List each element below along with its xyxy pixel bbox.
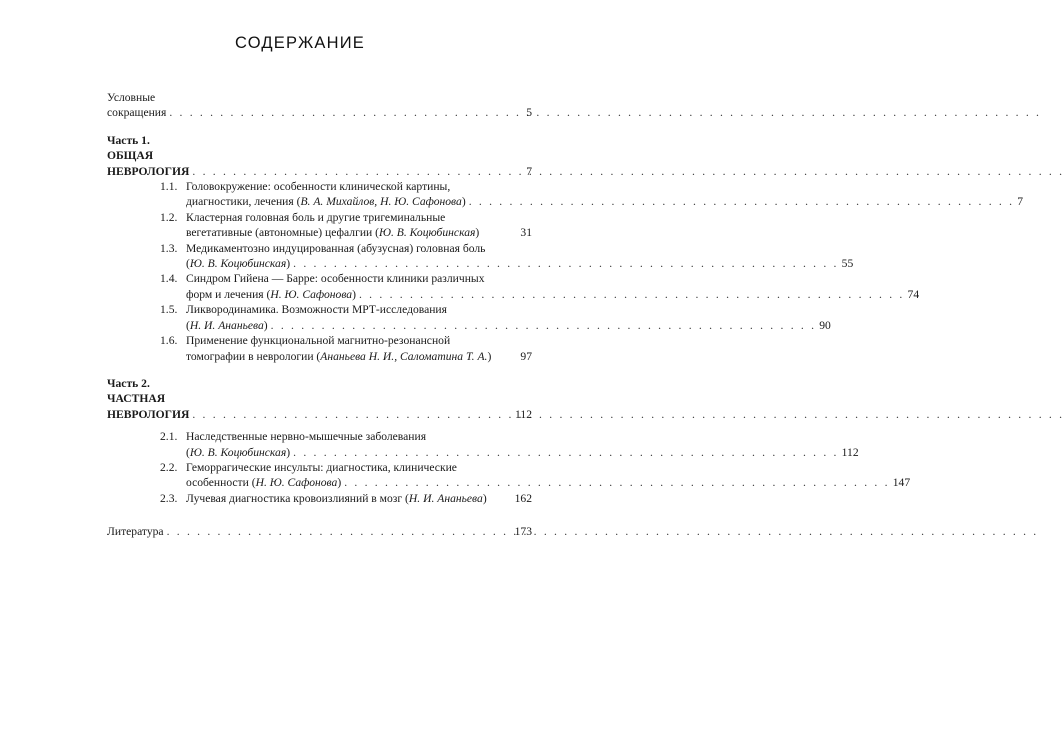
toc-page-number: 147 (892, 476, 911, 490)
toc-entry-number: 1.4. (160, 272, 178, 286)
dot-leader (469, 194, 1015, 209)
toc-entry-number: 1.5. (160, 303, 178, 317)
page-title: СОДЕРЖАНИЕ (234, 34, 366, 52)
toc-entry-author: Н. Ю. Сафонова (255, 476, 338, 490)
dot-leader (344, 475, 890, 490)
table-of-contents (107, 90, 1024, 540)
toc-entry-2-1[interactable]: 2.1. Наследственные нервно-мышечные заболевания (Ю. В. Коцюбинская) . . . 112 (160, 429, 532, 460)
toc-entry-title: Синдром Гийена — Барре: особенности клиники различных (186, 272, 485, 286)
toc-page-number: 97 (520, 349, 532, 363)
toc-page-number: 112 (841, 445, 859, 459)
toc-entry-1-3[interactable]: 1.3. Медикаментозно индуцированная (абузусная) головная боль (Ю. В. Коцюбинская) . . . 55 (160, 241, 532, 272)
toc-entry-author: Ананьева Н. И., Саломатина Т. А. (320, 349, 488, 363)
toc-entry-literature[interactable] (107, 524, 532, 539)
toc-entry-author: Н. Ю. Сафонова (270, 287, 353, 301)
toc-entry-1-2[interactable]: 1.2. Кластерная головная боль и другие тригеминальные вегетативные (автономные) цефалгии (Ю. В. Коцюбинская) 31 (160, 210, 532, 240)
toc-part-label: Часть 1. ОБЩАЯ НЕВРОЛОГИЯ (107, 133, 190, 178)
toc-entry-title-cont: ( (186, 257, 190, 271)
toc-entry-author: Ю. В. Коцюбинская (189, 257, 287, 271)
toc-entry-abbreviations[interactable] (107, 90, 532, 121)
toc-entry-title-cont: диагностики, лечения ( (186, 195, 301, 209)
toc-page-number: 162 (514, 491, 532, 505)
toc-entry-number: 1.1. (160, 180, 178, 194)
toc-entry-1-5[interactable]: 1.5. Ликвородинамика. Возможности МРТ-исследования (Н. И. Ананьева) . . . 90 (160, 302, 532, 333)
toc-entry-title: Наследственные нервно-мышечные заболевания (186, 430, 427, 444)
toc-page-number: 31 (520, 226, 532, 240)
toc-page-number: 90 (819, 318, 831, 332)
toc-entry-title-cont: томографии в неврологии ( (186, 349, 321, 363)
toc-page-number: 7 (1017, 195, 1024, 209)
toc-entry-2-3[interactable]: 2.3. Лучевая диагностика кровоизлияний в мозг (Н. И. Ананьева) 162 (160, 491, 532, 505)
toc-entry-2-2[interactable]: 2.2. Геморрагические инсульты: диагностика, клинические особенности (Н. Ю. Сафонова) . . . 147 (160, 460, 532, 491)
toc-entry-title-cont: вегетативные (автономные) цефалгии ( (186, 226, 380, 240)
toc-entry-title: Кластерная головная боль и другие тригеминальные (186, 210, 446, 224)
toc-page-number: 5 (526, 106, 532, 120)
toc-entry-number: 1.6. (160, 334, 178, 348)
toc-page-number: 173 (514, 525, 532, 539)
toc-entry-title: Лучевая диагностика кровоизлияний в мозг ( (186, 491, 409, 505)
toc-entry-number: 1.3. (160, 241, 178, 255)
toc-part-label: Часть 2. ЧАСТНАЯ НЕВРОЛОГИЯ (107, 376, 190, 421)
toc-entry-title: Ликвородинамика. Возможности МРТ-исследования (186, 303, 447, 317)
toc-entry-1-6[interactable]: 1.6. Применение функциональной магнитно-резонансной томографии в неврологии (Ананьева Н. И., Саломатина Т. А.) 97 (160, 334, 532, 363)
dot-leader (167, 524, 512, 539)
toc-entry-1-4[interactable]: 1.4. Синдром Гийена — Барре: особенности клиники различных форм и лечения (Н. Ю. Сафонова) . . . 74 (160, 271, 532, 302)
toc-part-2[interactable] (107, 376, 532, 422)
dot-leader (169, 105, 515, 120)
toc-entry-title-cont: ( (186, 445, 190, 459)
toc-entry-author: В. А. Михайлов, Н. Ю. Сафонова (300, 195, 462, 209)
toc-page-number: 74 (907, 287, 920, 301)
toc-page-number: 7 (526, 164, 532, 178)
toc-entry-author: Ю. В. Коцюбинская (379, 226, 476, 240)
dot-leader (359, 287, 905, 302)
dot-leader (293, 445, 839, 460)
toc-entry-label: Литература (107, 525, 164, 539)
toc-page-number: 112 (515, 407, 532, 421)
toc-entry-author: Н. И. Ананьева (408, 491, 483, 505)
toc-entry-author: Ю. В. Коцюбинская (189, 445, 287, 459)
toc-entry-title: Медикаментозно индуцированная (абузусная) головная боль (186, 241, 486, 255)
dot-leader (293, 256, 839, 271)
toc-entry-title-cont: ( (186, 318, 190, 332)
dot-leader (271, 318, 817, 333)
toc-part-1[interactable] (107, 133, 532, 179)
toc-entry-title: Применение функциональной магнитно-резонансной (186, 334, 451, 348)
toc-entry-number: 2.1. (160, 430, 178, 444)
toc-entry-label: Условные сокращения (107, 91, 167, 120)
toc-entry-title: Головокружение: особенности клинической картины, (186, 180, 451, 194)
toc-entry-title-cont: форм и лечения ( (186, 287, 271, 301)
toc-entry-number: 2.3. (160, 491, 178, 505)
dot-leader (192, 407, 512, 422)
toc-entry-number: 1.2. (160, 210, 178, 224)
toc-entry-title-cont: особенности ( (186, 476, 256, 490)
toc-entry-1-1[interactable]: 1.1. Головокружение: особенности клинической картины, диагностики, лечения (В. А. Михайлов, Н. Ю. Сафонова) . . . 7 (160, 179, 532, 210)
dot-leader (192, 164, 515, 179)
toc-entry-title: Геморрагические инсульты: диагностика, клинические (186, 460, 457, 474)
toc-entry-number: 2.2. (160, 460, 178, 474)
toc-entry-author: Н. И. Ананьева (189, 318, 264, 332)
toc-page-number: 55 (841, 257, 854, 271)
